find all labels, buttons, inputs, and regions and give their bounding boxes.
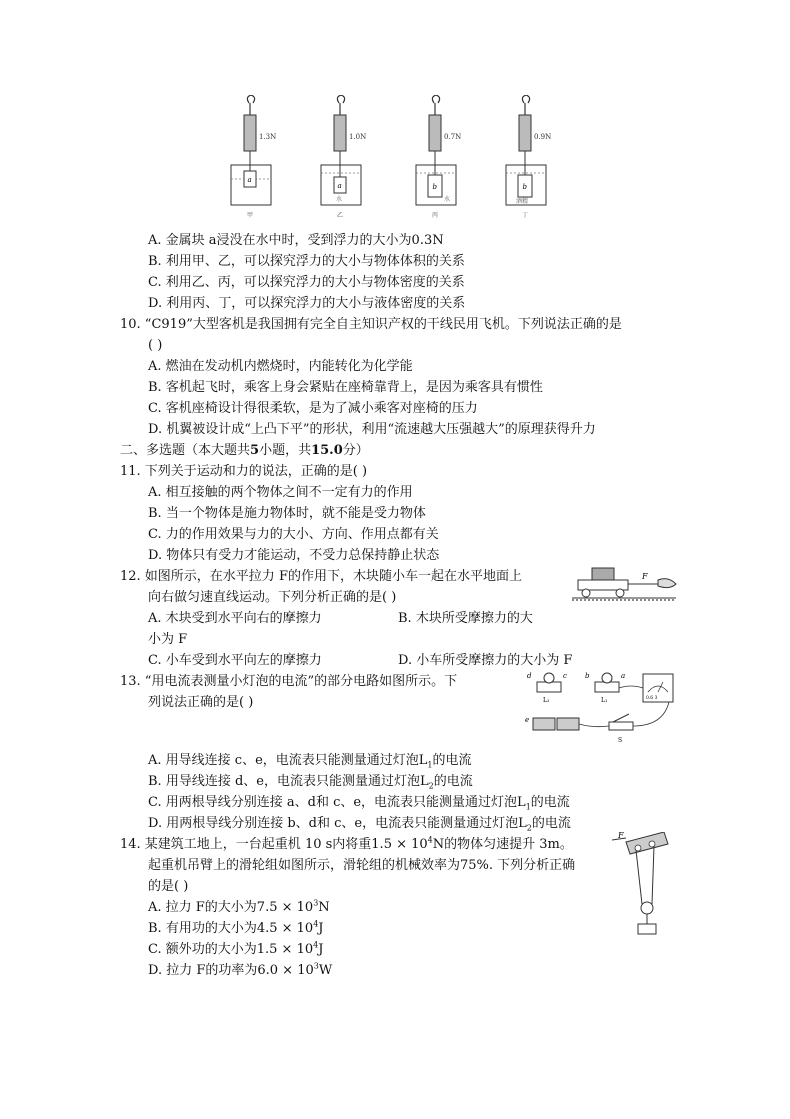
movable-pulley [641, 902, 653, 914]
terminal-e-label: e [525, 716, 530, 724]
q14-stem-line3: 的是( ) [148, 879, 189, 894]
q10-stem: 10. “C919”大型客机是我国拥有完全自主知识产权的干线民用飞机。下列说法正确的是 [120, 317, 622, 332]
q10-option-d: D. 机翼被设计成“上凸下平”的形状，利用“流速越大压强越大”的原理获得升力 [148, 422, 596, 437]
q13-option-a: A. 用导线连接 c、e，电流表只能测量通过灯泡$L_1$的电流 [148, 753, 472, 770]
switch [609, 722, 633, 730]
force-label: F [618, 832, 624, 840]
q14-option-d: D. 拉力 F的功率为$6.0 \times 10^3W$ [148, 961, 333, 978]
cart-body [578, 580, 628, 590]
scale-reading: 0.7N [444, 133, 462, 141]
q10-answer-paren: ( ) [148, 338, 163, 353]
q14-stem-line2: 起重机吊臂上的滑轮组如图所示，滑轮组的机械效率为75%. 下列分析正确 [148, 858, 576, 873]
q13-stem-line1: 13. “用电流表测量小灯泡的电流”的部分电路如图所示。下 [120, 674, 458, 689]
hand-shape [658, 579, 676, 588]
load-block [638, 924, 656, 934]
q12-stem-line2: 向右做匀速直线运动。下列分析正确的是( ) [148, 590, 397, 605]
force-label: F [642, 572, 648, 581]
scale-reading: 0.9N [534, 133, 552, 141]
block-label: b [522, 183, 527, 191]
q14-option-c: C. 额外功的大小为$1.5 \times 10^4J$ [148, 940, 324, 957]
q11-stem: 11. 下列关于运动和力的说法，正确的是( ) [120, 464, 368, 479]
cart-wheel [616, 589, 624, 597]
panel-caption: 乙 [337, 212, 344, 219]
q13-option-d: D. 用两根导线分别连接 b、d和 c、e，电流表只能测量通过灯泡$L_2$的电流 [148, 816, 571, 833]
q14-stem-line1: 14. 某建筑工地上，一台起重机 10 s内将重$1.5 \times 10^4N$的物体匀速提升 3m。 [120, 835, 573, 852]
ammeter-scale: 0.6 3 [646, 696, 658, 701]
q14-option-b: B. 有用功的大小为$4.5 \times 10^4J$ [148, 919, 324, 936]
q9-option-d: D. 利用丙、丁，可以探究浮力的大小与液体密度的关系 [148, 296, 466, 311]
terminal-a-label: a [621, 672, 626, 680]
cart-wheel [582, 589, 590, 597]
q12-option-d: D. 小车所受摩擦力的大小为 F [398, 653, 573, 668]
figure-panel-ding [500, 95, 570, 220]
figure-panel-jia [225, 95, 295, 220]
liquid-label: 水 [444, 196, 451, 203]
section-heading: 二、多选题（本大题共5小题，共15.0分） [120, 443, 369, 458]
circuit-figure [525, 668, 685, 748]
liquid-label: 酒精 [516, 198, 529, 205]
L1-label: L₁ [601, 697, 608, 704]
q12-option-c: C. 小车受到水平向左的摩擦力 [148, 653, 322, 668]
q11-option-b: B. 当一个物体是施力物体时，就不能是受力物体 [148, 506, 426, 521]
pulley-figure [612, 832, 672, 940]
q13-stem-line2: 列说法正确的是( ) [148, 695, 254, 710]
switch-label: S [618, 737, 623, 744]
q12-stem-line1: 12. 如图所示，在水平拉力 F的作用下，木块随小车一起在水平地面上 [120, 569, 522, 584]
q11-option-a: A. 相互接触的两个物体之间不一定有力的作用 [148, 485, 413, 500]
wood-block [592, 568, 614, 580]
scale-reading: 1.3N [259, 133, 277, 141]
terminal-d-label: d [527, 672, 532, 680]
cart-figure [572, 562, 682, 604]
figure-panel-yi [315, 95, 385, 220]
liquid-label: 水 [336, 196, 343, 203]
battery [533, 718, 555, 730]
crane-arm [626, 832, 668, 854]
panel-caption: 丁 [522, 212, 529, 219]
q12-option-a: A. 木块受到水平向右的摩擦力 [148, 611, 322, 626]
block-label: a [247, 176, 252, 184]
q13-option-b: B. 用导线连接 d、e，电流表只能测量通过灯泡$L_2$的电流 [148, 774, 473, 791]
figure-panel-bing [410, 95, 480, 220]
terminal-c-label: c [563, 672, 567, 680]
terminal-b-label: b [585, 672, 590, 680]
q10-option-b: B. 客机起飞时，乘客上身会紧贴在座椅靠背上，是因为乘客具有惯性 [148, 380, 543, 395]
scale-reading: 1.0N [349, 133, 367, 141]
q10-option-c: C. 客机座椅设计得很柔软，是为了减小乘客对座椅的压力 [148, 401, 478, 416]
q9-option-c: C. 利用乙、丙，可以探究浮力的大小与物体密度的关系 [148, 275, 465, 290]
panel-caption: 丙 [432, 212, 439, 219]
q14-option-a: A. 拉力 F的大小为$7.5 \times 10^3N$ [148, 898, 330, 915]
q10-option-a: A. 燃油在发动机内燃烧时，内能转化为化学能 [148, 359, 413, 374]
panel-caption: 甲 [247, 212, 254, 219]
battery [557, 718, 579, 730]
q11-option-d: D. 物体只有受力才能运动，不受力总保持静止状态 [148, 548, 440, 563]
block-label: b [432, 183, 437, 191]
L2-label: L₂ [543, 697, 550, 704]
q11-option-c: C. 力的作用效果与力的大小、方向、作用点都有关 [148, 527, 439, 542]
q9-option-b: B. 利用甲、乙，可以探究浮力的大小与物体体积的关系 [148, 254, 465, 269]
spring-scale-figures [225, 95, 565, 220]
q12-option-b-cont: 小为 F [148, 632, 188, 647]
block-label: a [337, 182, 342, 190]
q12-option-b: B. 木块所受摩擦力的大 [398, 611, 533, 626]
q9-option-a: A. 金属块 a浸没在水中时，受到浮力的大小为0.3N [148, 233, 444, 248]
q13-option-c: C. 用两根导线分别连接 a、d和 c、e，电流表只能测量通过灯泡$L_1$的电流 [148, 795, 570, 812]
